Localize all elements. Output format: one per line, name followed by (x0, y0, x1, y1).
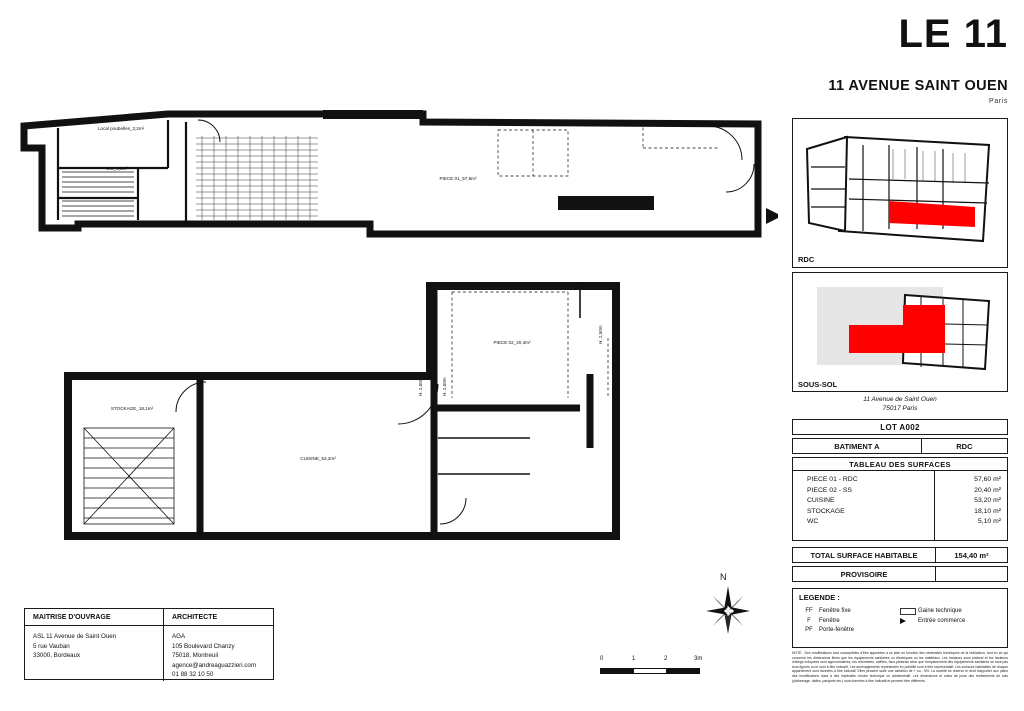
surface-value: 5,10 m² (977, 518, 1001, 526)
room-label-piece01: PIECE 01_57,6m² (439, 176, 477, 181)
entree-commerce-icon (900, 618, 918, 624)
room-label-cuisine: CUISINE_53,2m² (300, 456, 336, 461)
surface-name: CUISINE (807, 497, 835, 505)
key-plan-address (792, 396, 1008, 414)
scale-tick: 3m (694, 656, 703, 662)
scale-bar (600, 668, 700, 674)
owner-details (25, 626, 164, 681)
legend-label: Entrée commerce (918, 617, 966, 624)
building-level: RDC (956, 441, 973, 451)
list-item (799, 617, 900, 627)
scale-tick: 2 (664, 656, 668, 662)
status-empty-cell (936, 567, 1007, 581)
building-row (792, 438, 1008, 454)
room-label-local-poubelles: Local poubelles_3,2m² (98, 126, 145, 131)
list-item (900, 607, 1001, 617)
list-item (900, 617, 1001, 627)
dim-label-3: H. 2,50m (598, 325, 603, 344)
floor-plan-rdc (18, 108, 778, 268)
scale-tick: 0 (600, 656, 604, 662)
page-title: LE 11 (898, 12, 1008, 56)
status-badge: PROVISOIRE (793, 567, 936, 581)
architect-phone: 01 88 32 10 50 (172, 671, 214, 679)
dim-label-1: H. 2,50m (418, 377, 423, 396)
legend-code: FF (805, 608, 813, 614)
scale-tick: 1 (632, 656, 636, 662)
architect-line: AGA (172, 633, 186, 640)
address-line-2: 75017 Paris (882, 404, 918, 412)
table-row (793, 507, 1007, 518)
architect-line: 75018, Montreuil (172, 652, 219, 660)
surface-value: 20,40 m² (974, 486, 1001, 494)
surface-value: 53,20 m² (974, 497, 1001, 505)
surfaces-table (792, 471, 1008, 541)
total-surface-value: 154,40 m² (954, 550, 989, 560)
owner-line: ASL 11 Avenue de Saint Ouen (33, 633, 117, 640)
project-info-block (24, 608, 274, 680)
north-label: N (720, 572, 727, 582)
room-label-piece02: PIECE 02_20,4m² (493, 340, 531, 345)
dim-label-2: H. 2,50m (442, 377, 447, 396)
project-city: Paris (989, 98, 1008, 105)
gaine-technique-icon (900, 608, 918, 615)
legend-label: Fenêtre fixe (819, 608, 851, 614)
key-plan-sous-sol-label: SOUS-SOL (798, 380, 838, 389)
table-divider (934, 471, 935, 541)
status-row (792, 566, 1008, 582)
floor-plan-sous-sol (60, 278, 660, 568)
key-plan-rdc-label: RDC (798, 255, 815, 264)
table-row (793, 517, 1007, 528)
surface-value: 18,10 m² (974, 507, 1001, 515)
surface-name: STOCKAGE (807, 507, 845, 515)
project-address-title: 11 AVENUE SAINT OUEN (828, 78, 1008, 94)
list-item (799, 626, 900, 636)
legend-code: PF (805, 627, 813, 634)
room-label-wc: WC_5,1m² (106, 166, 128, 171)
table-row (793, 475, 1007, 486)
total-surface-label: TOTAL SURFACE HABITABLE (793, 548, 936, 562)
table-row (793, 496, 1007, 507)
owner-header: MAITRISE D'OUVRAGE (25, 609, 164, 625)
owner-line: 5 rue Vauban (33, 642, 70, 650)
surface-name: WC (807, 518, 819, 526)
legend-column-right (900, 607, 1001, 636)
table-row (793, 486, 1007, 497)
north-arrow (700, 568, 756, 640)
legend-label: Porte-fenêtre (819, 627, 855, 634)
key-plan-sous-sol (792, 272, 1008, 392)
surface-name: PIECE 02 - SS (807, 486, 852, 494)
address-line-1: 11 Avenue de Saint Ouen (863, 396, 937, 403)
building-name: BATIMENT A (793, 439, 922, 453)
architect-email: agence@andreaguazzieri.com (172, 661, 257, 669)
surface-name: PIECE 01 - RDC (807, 476, 858, 483)
architect-header: ARCHITECTE (172, 613, 218, 621)
lot-number: LOT A002 (792, 419, 1008, 435)
architect-line: 105 Boulevard Chanzy (172, 642, 235, 650)
legal-note: NOTE : Des modifications sont susceptibles d'être apportées à ce plan en fonction des nécessités techniques de la réalisation, tant en ce qui concerne les dimensions libres que les équipements sanitaires ou électriques ou les matériaux. Les hauteurs sous plafond et les hauteurs d'allege indiquées sont approximatives, les retombées, soffites, faux-plafonds ainsi que l'emplacement des équipements sanitaires ne sont pas tous figurés ou le sont à titre indicatif. Les aménagements représentés en pointillé sont à titre représentatif. Les surfaces habitables de chaque appartement sont données à titre indicatif. Elles peuvent subir une variation de + ou - 5%. La société se réserve le droit d'apporter aux plans des modifications dues à des impératifs d'ordre technique ou administratif. Les dimensions et cotes de pose des revêtements de sols (plafonnage, dalles, parquets etc.) sont données à titre indicatif et peuvent être différents. (792, 651, 1008, 683)
owner-line: 33000, Bordeaux (33, 652, 81, 660)
legend-column-left (799, 607, 900, 636)
list-item (799, 607, 900, 617)
architect-details (164, 626, 273, 681)
legend-label: Fenêtre (819, 617, 840, 624)
legend-code: F (807, 617, 811, 624)
legend-label: Gaine technique (918, 608, 962, 614)
legend-title: LEGENDE : (799, 593, 840, 602)
surfaces-table-header: TABLEAU DES SURFACES (792, 457, 1008, 471)
key-plan-rdc (792, 118, 1008, 268)
surface-value: 57,60 m² (974, 476, 1001, 483)
room-label-stockage: STOCKAGE_18,1m² (110, 406, 154, 411)
total-surface-row (792, 547, 1008, 563)
legend-panel (792, 588, 1008, 648)
